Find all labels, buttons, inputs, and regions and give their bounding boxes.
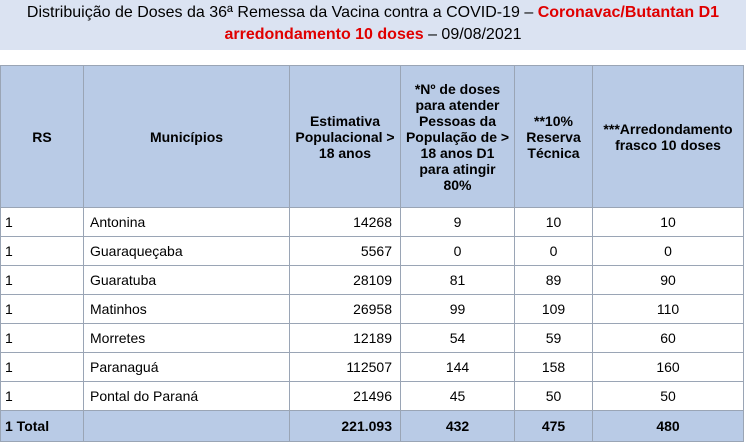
title-text: Distribuição de Doses da 36ª Remessa da Vacina contra a COVID-19 – bbox=[26, 4, 538, 21]
cell-rs: 1 bbox=[1, 237, 84, 266]
cell-populacao: 12189 bbox=[290, 324, 401, 353]
table-row bbox=[1, 295, 744, 324]
table-header-row bbox=[1, 66, 744, 208]
header-populacao: Estimativa Populacional > 18 anos bbox=[290, 66, 401, 208]
cell-arredondamento: 10 bbox=[593, 208, 744, 237]
cell-municipio: Paranaguá bbox=[84, 353, 290, 382]
vaccine-name: Coronavac/Butantan D1 bbox=[537, 4, 720, 21]
cell-municipio: Morretes bbox=[84, 324, 290, 353]
cell-reserva: 109 bbox=[515, 295, 593, 324]
cell-reserva: 158 bbox=[515, 353, 593, 382]
total-label: 1 Total bbox=[1, 411, 84, 442]
document-title bbox=[0, 0, 746, 50]
title-line-1 bbox=[0, 2, 746, 24]
cell-rs: 1 bbox=[1, 324, 84, 353]
total-reserva: 475 bbox=[515, 411, 593, 442]
cell-doses: 99 bbox=[401, 295, 515, 324]
distribution-table-container bbox=[0, 65, 746, 442]
table-row bbox=[1, 353, 744, 382]
rounding-note: arredondamento 10 doses bbox=[224, 26, 424, 43]
total-doses: 432 bbox=[401, 411, 515, 442]
cell-rs: 1 bbox=[1, 295, 84, 324]
cell-reserva: 0 bbox=[515, 237, 593, 266]
cell-doses: 9 bbox=[401, 208, 515, 237]
cell-arredondamento: 160 bbox=[593, 353, 744, 382]
table-row bbox=[1, 266, 744, 295]
cell-municipio: Guaraqueçaba bbox=[84, 237, 290, 266]
cell-arredondamento: 60 bbox=[593, 324, 744, 353]
cell-arredondamento: 50 bbox=[593, 382, 744, 411]
cell-populacao: 26958 bbox=[290, 295, 401, 324]
cell-populacao: 28109 bbox=[290, 266, 401, 295]
cell-populacao: 112507 bbox=[290, 353, 401, 382]
cell-doses: 81 bbox=[401, 266, 515, 295]
cell-reserva: 50 bbox=[515, 382, 593, 411]
cell-populacao: 21496 bbox=[290, 382, 401, 411]
cell-doses: 0 bbox=[401, 237, 515, 266]
header-rs: RS bbox=[1, 66, 84, 208]
cell-doses: 144 bbox=[401, 353, 515, 382]
title-line-2 bbox=[0, 24, 746, 46]
cell-reserva: 59 bbox=[515, 324, 593, 353]
total-arredondamento: 480 bbox=[593, 411, 744, 442]
cell-municipio: Pontal do Paraná bbox=[84, 382, 290, 411]
cell-populacao: 5567 bbox=[290, 237, 401, 266]
cell-rs: 1 bbox=[1, 266, 84, 295]
table-row bbox=[1, 208, 744, 237]
cell-rs: 1 bbox=[1, 382, 84, 411]
header-arredondamento: ***Arredondamento frasco 10 doses bbox=[593, 66, 744, 208]
header-doses: *Nº de doses para atender Pessoas da População de > 18 anos D1 para atingir 80% bbox=[401, 66, 515, 208]
cell-municipio: Antonina bbox=[84, 208, 290, 237]
cell-municipio: Matinhos bbox=[84, 295, 290, 324]
cell-municipio: Guaratuba bbox=[84, 266, 290, 295]
title-date: – 09/08/2021 bbox=[423, 26, 522, 43]
cell-arredondamento: 90 bbox=[593, 266, 744, 295]
cell-arredondamento: 0 bbox=[593, 237, 744, 266]
table-row bbox=[1, 382, 744, 411]
cell-rs: 1 bbox=[1, 353, 84, 382]
table-row bbox=[1, 237, 744, 266]
cell-rs: 1 bbox=[1, 208, 84, 237]
table-row bbox=[1, 324, 744, 353]
cell-doses: 54 bbox=[401, 324, 515, 353]
distribution-table bbox=[0, 65, 744, 442]
cell-doses: 45 bbox=[401, 382, 515, 411]
cell-reserva: 10 bbox=[515, 208, 593, 237]
cell-arredondamento: 110 bbox=[593, 295, 744, 324]
header-reserva: **10% Reserva Técnica bbox=[515, 66, 593, 208]
cell-populacao: 14268 bbox=[290, 208, 401, 237]
total-populacao: 221.093 bbox=[290, 411, 401, 442]
total-row bbox=[1, 411, 744, 442]
total-municipio bbox=[84, 411, 290, 442]
header-municipios: Municípios bbox=[84, 66, 290, 208]
cell-reserva: 89 bbox=[515, 266, 593, 295]
